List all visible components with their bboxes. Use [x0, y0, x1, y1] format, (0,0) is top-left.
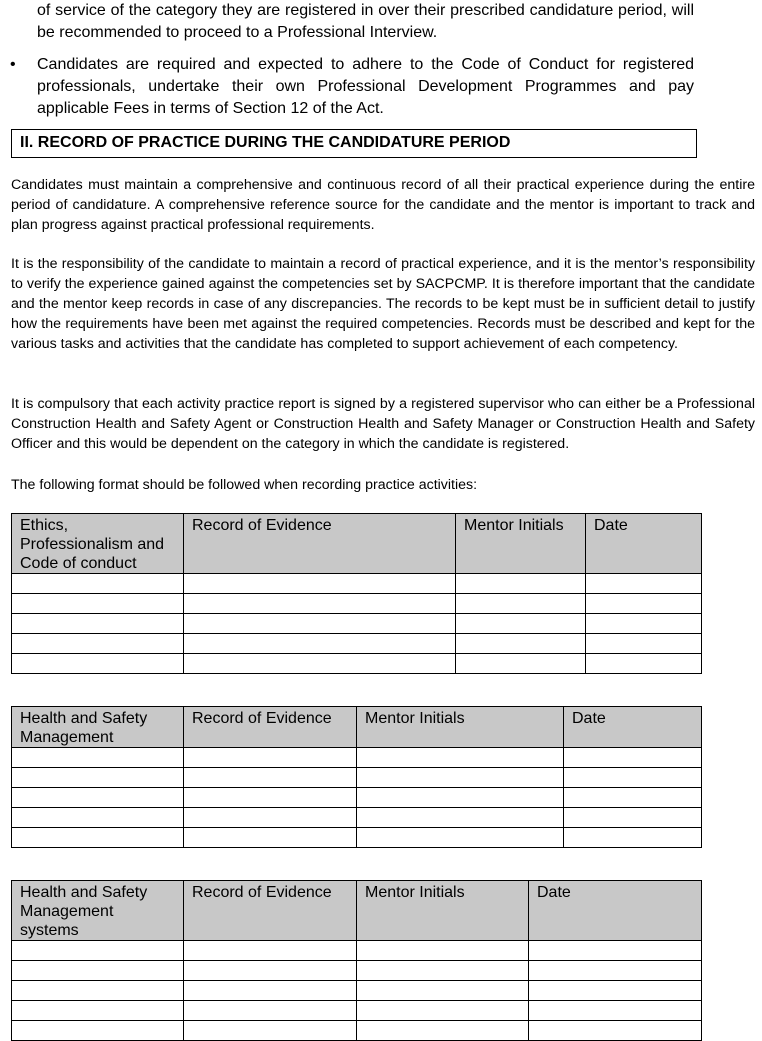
table-cell[interactable]: [357, 941, 529, 961]
column-header: Health and Safety Management: [12, 707, 184, 748]
table-cell[interactable]: [586, 574, 702, 594]
column-header: Health and Safety Management systems: [12, 881, 184, 941]
table-row: [12, 961, 702, 981]
record-table-hs-management: [11, 706, 702, 848]
table-cell[interactable]: [564, 748, 702, 768]
table-row: [12, 594, 702, 614]
table-cell[interactable]: [529, 1001, 702, 1021]
table-cell[interactable]: [184, 1001, 357, 1021]
table-cell[interactable]: [184, 828, 357, 848]
table-cell[interactable]: [12, 961, 184, 981]
table-row: [12, 828, 702, 848]
table-header-row: [12, 707, 702, 748]
section-heading: II. RECORD OF PRACTICE DURING THE CANDIDATURE PERIOD: [20, 134, 511, 151]
paragraph-responsibility: It is the responsibility of the candidate to maintain a record of practical experience, and it is the mentor’s responsibility to verify the experience gained against the competencies set by SACPCMP. It is therefore important that the candidate and the mentor keep records in case of any discrepancies. The records to be kept must be in sufficient detail to justify how the requirements have been met against the required competencies. Records must be described and kept for the various tasks and activities that the candidate has completed to support achievement of each competency.: [11, 256, 755, 352]
table-cell[interactable]: [357, 788, 564, 808]
table-cell[interactable]: [529, 1021, 702, 1041]
table-cell[interactable]: [456, 594, 586, 614]
table-cell[interactable]: [12, 634, 184, 654]
column-header: Ethics, Professionalism and Code of conduct: [12, 514, 184, 574]
table-cell[interactable]: [12, 788, 184, 808]
table-cell[interactable]: [12, 828, 184, 848]
table-cell[interactable]: [456, 614, 586, 634]
table-row: [12, 614, 702, 634]
column-header: Record of Evidence: [184, 707, 357, 748]
table-header-row: [12, 881, 702, 941]
column-header: Record of Evidence: [184, 514, 456, 574]
table-cell[interactable]: [357, 961, 529, 981]
table-row: [12, 1021, 702, 1041]
table-cell[interactable]: [357, 981, 529, 1001]
paragraph-compulsory: It is compulsory that each activity practice report is signed by a registered supervisor who can either be a Professional Construction Health and Safety Agent or Construction Health and Safety Manager or Construction Health and Safety Officer and this would be dependent on the category in which the candidate is registered.: [11, 396, 755, 452]
column-header: Mentor Initials: [357, 881, 529, 941]
column-header: Date: [586, 514, 702, 574]
column-header: Mentor Initials: [357, 707, 564, 748]
table-cell[interactable]: [184, 808, 357, 828]
column-header: Record of Evidence: [184, 881, 357, 941]
table-cell[interactable]: [564, 808, 702, 828]
table-row: [12, 1001, 702, 1021]
record-table-ethics: [11, 513, 702, 674]
table-cell[interactable]: [184, 768, 357, 788]
table-row: [12, 634, 702, 654]
table-cell[interactable]: [357, 828, 564, 848]
record-table-hs-systems: [11, 880, 702, 1041]
table-cell[interactable]: [184, 654, 456, 674]
table-cell[interactable]: [586, 654, 702, 674]
table-cell[interactable]: [184, 981, 357, 1001]
table-cell[interactable]: [564, 788, 702, 808]
table-cell[interactable]: [12, 574, 184, 594]
table-cell[interactable]: [12, 808, 184, 828]
table-cell[interactable]: [12, 941, 184, 961]
table-cell[interactable]: [529, 981, 702, 1001]
table-row: [12, 808, 702, 828]
bullet-item: [37, 54, 694, 120]
table-cell[interactable]: [564, 768, 702, 788]
table-row: [12, 981, 702, 1001]
table-cell[interactable]: [184, 1021, 357, 1041]
table-cell[interactable]: [456, 634, 586, 654]
column-header: Mentor Initials: [456, 514, 586, 574]
table-row: [12, 574, 702, 594]
table-cell[interactable]: [184, 634, 456, 654]
column-header: Date: [529, 881, 702, 941]
table-row: [12, 654, 702, 674]
table-cell[interactable]: [12, 594, 184, 614]
table-cell[interactable]: [529, 941, 702, 961]
paragraph-candidates: Candidates must maintain a comprehensive and continuous record of all their practical experience during the entire period of candidature. A comprehensive reference source for the candidate and the mentor is important to track and plan progress against practical professional requirements.: [11, 177, 755, 233]
table-cell[interactable]: [357, 748, 564, 768]
table-cell[interactable]: [529, 961, 702, 981]
table-cell[interactable]: [586, 594, 702, 614]
table-cell[interactable]: [357, 1021, 529, 1041]
table-row: [12, 768, 702, 788]
table-cell[interactable]: [12, 981, 184, 1001]
column-header: Date: [564, 707, 702, 748]
bullet-text: of service of the category they are registered in over their prescribed candidature period, will be recommended to proceed to a Professional Interview.: [37, 2, 694, 41]
table-cell[interactable]: [184, 788, 357, 808]
table-header-row: [12, 514, 702, 574]
table-cell[interactable]: [357, 808, 564, 828]
table-cell[interactable]: [12, 768, 184, 788]
table-cell[interactable]: [184, 941, 357, 961]
table-cell[interactable]: [184, 614, 456, 634]
table-cell[interactable]: [12, 654, 184, 674]
table-cell[interactable]: [456, 574, 586, 594]
table-cell[interactable]: [184, 574, 456, 594]
table-row: [12, 941, 702, 961]
table-cell[interactable]: [357, 768, 564, 788]
section-heading-box: [11, 129, 697, 158]
table-cell[interactable]: [184, 594, 456, 614]
table-cell[interactable]: [12, 1001, 184, 1021]
table-cell[interactable]: [586, 634, 702, 654]
table-cell[interactable]: [12, 1021, 184, 1041]
table-row: [12, 788, 702, 808]
table-cell[interactable]: [12, 748, 184, 768]
table-cell[interactable]: [184, 748, 357, 768]
table-cell[interactable]: [564, 828, 702, 848]
table-cell[interactable]: [357, 1001, 529, 1021]
table-cell[interactable]: [586, 614, 702, 634]
bullet-item-continuation: [37, 0, 694, 44]
table-cell[interactable]: [12, 614, 184, 634]
table-cell[interactable]: [456, 654, 586, 674]
bullet-text: Candidates are required and expected to adhere to the Code of Conduct for registered professionals, undertake their own Professional Development Programmes and pay applicable Fees in terms of Section 12 of the Act.: [37, 56, 694, 117]
bullet-marker: •: [10, 56, 16, 73]
table-row: [12, 748, 702, 768]
paragraph-format: The following format should be followed when recording practice activities:: [11, 477, 478, 493]
table-cell[interactable]: [184, 961, 357, 981]
